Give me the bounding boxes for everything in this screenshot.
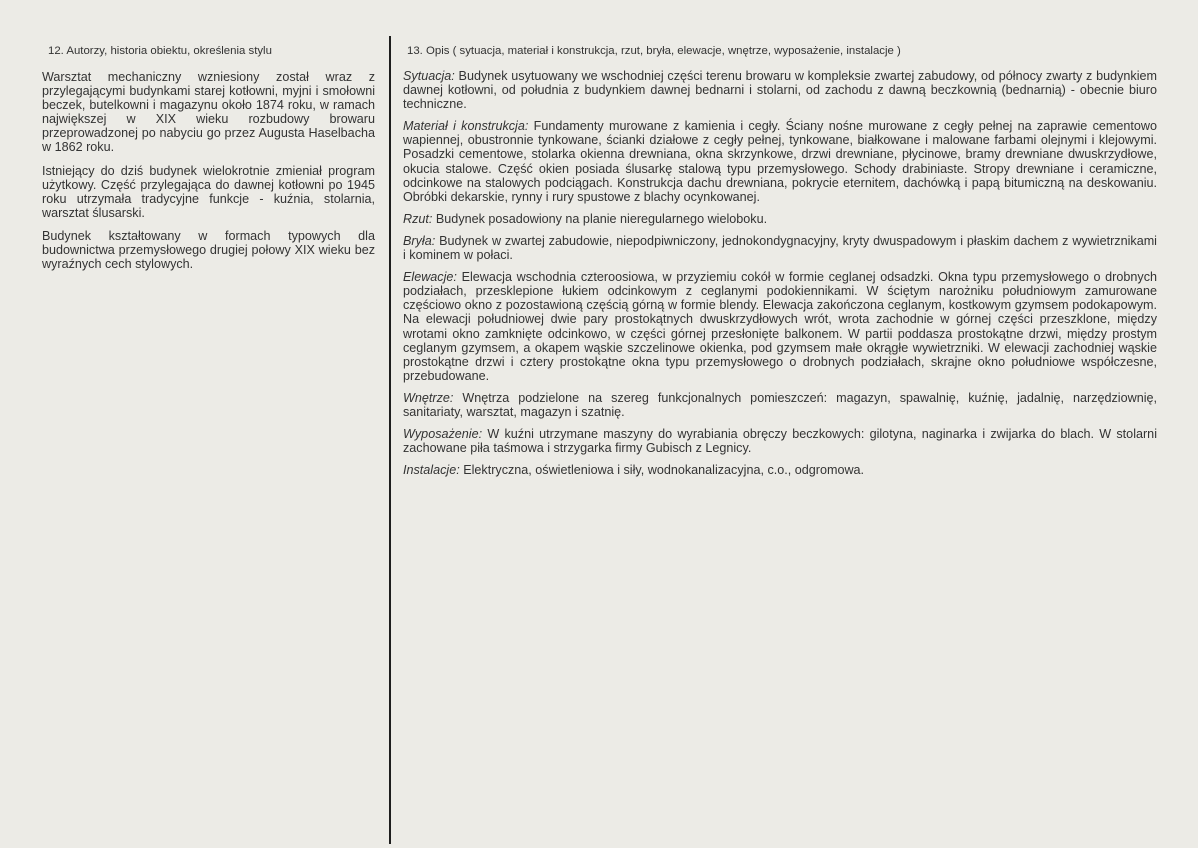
section-text: Fundamenty murowane z kamienia i cegły. Ściany nośne murowane z cegły pełnej na zaprawie cementowo wapiennej, obustronnie tynkowane, ścianki działowe z cegły pełnej, tynkowane, białkowane i malowane farbami olejnymi i klejowymi. Posadzki cementowe, stolarka okienna drewniana, okna skrzynkowe, drzwi drewniane, płycinowe, bramy drewniane dwuskrzydłowe, okucia stalowe. Część okien posiada ślusarkę stalową typu przemysłowego. Schody drabiniaste. Stropy drewniane i ceramiczne, odcinkowe na stalowych podciągach. Konstrukcja dachu drewniana, pokrycie eternitem, dachówką i papą bitumiczną na deskowaniu. Obróbki dekarskie, rynny i rury spustowe z blachy ocynkowanej. bbox=[403, 119, 1158, 204]
section-installations bbox=[403, 463, 1157, 477]
section-label: Wyposażenie: bbox=[403, 427, 483, 442]
section-equipment bbox=[403, 427, 1157, 455]
history-heading: 12. Autorzy, historia obiektu, określenia stylu bbox=[48, 45, 272, 57]
section-situation bbox=[403, 69, 1157, 111]
column-divider bbox=[389, 36, 391, 844]
history-column bbox=[42, 44, 375, 280]
history-paragraph: Warsztat mechaniczny wzniesiony został wraz z przylegającymi budynkami starej kotłowni, myjni i smołowni beczek, butelkowni i magazynu około 1874 roku, w ramach największej w XIX wieku rozbudowy browaru przeprowadzonej po nabyciu go przez Augusta Haselbacha w 1862 roku. bbox=[42, 70, 375, 155]
history-paragraph: Budynek kształtowany w formach typowych dla budownictwa przemysłowego drugiej połowy XIX wieku bez wyraźnych cech stylowych. bbox=[42, 228, 375, 272]
section-interior bbox=[403, 391, 1157, 419]
section-text: W kuźni utrzymane maszyny do wyrabiania obręczy beczkowych: gilotyna, naginarka i zwijarka do blach. W stolarni zachowane piła taśmowa i strzygarka firmy Gubisch z Legnicy. bbox=[403, 427, 1157, 456]
section-label: Elewacje: bbox=[403, 270, 457, 285]
history-paragraph: Istniejący do dziś budynek wielokrotnie zmieniał program użytkowy. Część przylegająca do dawnej kotłowni po 1945 roku utrzymała tradycyjne funkcje - kuźnia, stolarnia, warsztat ślusarski. bbox=[42, 163, 375, 220]
section-label: Sytuacja: bbox=[403, 69, 455, 83]
section-elevations bbox=[403, 270, 1157, 383]
section-label: Materiał i konstrukcja: bbox=[403, 119, 529, 134]
section-label: Rzut: bbox=[403, 211, 433, 226]
section-text: Budynek usytuowany we wschodniej części terenu browaru w kompleksie zwartej zabudowy, od północy zwarty z budynkiem dawnej kotłowni, od południa z budynkiem dawnej bednarni i stolarni, od zachodu z dawną beczkownią (bednarnią) - obecnie biuro techniczne. bbox=[403, 69, 1157, 112]
section-material-construction bbox=[403, 119, 1157, 204]
section-text: Elewacja wschodnia czteroosiowa, w przyziemiu cokół w formie ceglanej odsadzki. Okna typu przemysłowego o drobnych podziałach, przesklepione łukiem odcinkowym z ceglanymi podokiennikami. W ściętym narożniku południowym zamurowane częściowo okno z pozostawioną częścią górną w formie blendy. Elewacja zakończona ceglanym, kostkowym gzymsem podokapowym. Na elewacji południowej dwie pary prostokątnych dwuskrzydłowych wrót, wrota zachodnie w górnej części przeszklone, między wrotami okno zamknięte odcinkowo, w części górnej przesłonięte balkonem. W partii poddasza prostokątne drzwi, między prostym ceglanym gzymsem, a okapem wąskie szczelinowe okienka, pod gzymsem małe okrągłe wywietrzniki. W elewacji zachodniej wąskie prostokątne drzwi i cztery prostokątne okna typu przemysłowego o drobnych podziałach, skrajne okno południowe współczesne, przebudowane. bbox=[403, 270, 1157, 383]
section-text: Budynek posadowiony na planie nieregularnego wieloboku. bbox=[432, 211, 768, 226]
section-label: Wnętrze: bbox=[403, 390, 454, 405]
section-text: Elektryczna, oświetleniowa i siły, wodnokanalizacyjna, c.o., odgromowa. bbox=[459, 463, 865, 478]
description-column bbox=[403, 44, 1157, 485]
section-label: Bryła: bbox=[403, 233, 436, 248]
description-heading: 13. Opis ( sytuacja, materiał i konstrukcja, rzut, bryła, elewacje, wnętrze, wyposażenie, instalacje ) bbox=[407, 45, 901, 57]
section-text: Budynek w zwartej zabudowie, niepodpiwniczony, jednokondygnacyjny, kryty dwuspadowym i płaskim dachem z wywietrznikami i kominem w połaci. bbox=[403, 233, 1157, 263]
section-label: Instalacje: bbox=[403, 463, 460, 478]
section-text: Wnętrza podzielone na szereg funkcjonalnych pomieszczeń: magazyn, spawalnię, kuźnię, jadalnię, narzędziownię, sanitariaty, warsztat, magazyn i szatnię. bbox=[403, 390, 1157, 419]
section-massing bbox=[403, 234, 1157, 262]
section-plan bbox=[403, 212, 1157, 226]
